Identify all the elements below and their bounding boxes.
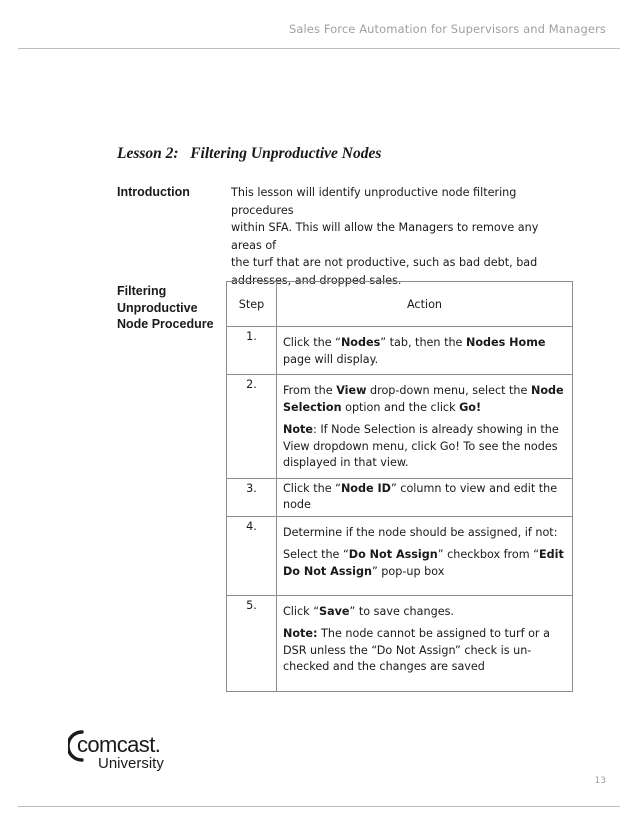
- action-emphasis: Note:: [283, 627, 318, 640]
- step-column-header: Step: [227, 282, 277, 327]
- action-paragraph: [283, 422, 564, 472]
- procedure-heading-line: Unproductive: [117, 300, 198, 315]
- action-emphasis: Node ID: [340, 481, 391, 495]
- table-row: [227, 327, 573, 375]
- step-action: [277, 478, 573, 516]
- comcast-university-logo: [68, 722, 198, 777]
- running-header: Sales Force Automation for Supervisors and Managers: [288, 22, 606, 36]
- step-action: [277, 516, 573, 595]
- action-paragraph: [283, 547, 564, 580]
- step-number: 4.: [227, 516, 277, 595]
- action-text: Select the “: [283, 548, 349, 561]
- action-column-header: Action: [277, 282, 573, 327]
- page-number: 13: [594, 776, 606, 786]
- logo-subtext: University: [98, 755, 164, 772]
- procedure-table: [226, 281, 573, 692]
- table-row: [227, 595, 573, 691]
- action-paragraph: [283, 604, 564, 621]
- action-text: Determine if the node should be assigned, if not:: [283, 525, 558, 539]
- action-text: Click the “: [283, 481, 341, 495]
- step-number: 2.: [227, 375, 277, 479]
- table-header-row: [227, 282, 573, 327]
- action-emphasis: Note: [283, 423, 313, 436]
- table-row: [227, 375, 573, 479]
- action-emphasis: Save: [319, 604, 350, 618]
- table-row: [227, 516, 573, 595]
- comcast-logo-mark: [68, 722, 198, 772]
- procedure-heading: [117, 283, 214, 333]
- action-text: ” to save changes.: [349, 604, 454, 618]
- step-action: [277, 375, 573, 479]
- action-emphasis: View: [336, 384, 367, 397]
- introduction-line: This lesson will identify unproductive node filtering procedures: [231, 186, 517, 217]
- step-number: 5.: [227, 595, 277, 691]
- procedure-table-body: [227, 327, 573, 692]
- action-text: From the: [283, 384, 337, 397]
- action-text: The node cannot be assigned to turf or a DSR unless the “Do Not Assign” check is un-checked and the changes are saved: [283, 627, 550, 673]
- action-text: Click the “: [283, 336, 341, 349]
- action-paragraph: [283, 335, 564, 368]
- action-text: Click “: [283, 604, 320, 618]
- action-paragraph: [283, 525, 564, 542]
- introduction-line: within SFA. This will allow the Managers to remove any areas of: [231, 221, 539, 252]
- step-action: [277, 327, 573, 375]
- introduction-text: [231, 184, 571, 289]
- step-number: 1.: [227, 327, 277, 375]
- action-text: option and the click: [341, 400, 460, 414]
- action-emphasis: Nodes Home: [465, 336, 546, 349]
- action-text: drop-down menu, select the: [366, 384, 531, 397]
- introduction-line: the turf that are not productive, such as bad debt, bad: [231, 256, 538, 269]
- action-text: : If Node Selection is already showing in the View dropdown menu, click Go! To see the nodes displayed in that view.: [283, 423, 559, 469]
- action-emphasis: Go!: [459, 400, 482, 414]
- footer-rule: [18, 806, 620, 807]
- lesson-title: Lesson 2: Filtering Unproductive Nodes: [117, 145, 382, 162]
- action-paragraph: [283, 383, 564, 416]
- action-text: ” column to view and edit the node: [283, 481, 558, 511]
- table-row: [227, 478, 573, 516]
- step-action: [277, 595, 573, 691]
- introduction-heading: Introduction: [117, 185, 190, 199]
- action-text: ” pop-up box: [371, 564, 445, 578]
- header-rule: [18, 48, 620, 49]
- introduction-line: addresses, and dropped sales.: [231, 273, 402, 287]
- logo-wordmark: comcast.: [77, 732, 161, 757]
- action-emphasis: Do Not Assign: [348, 548, 438, 561]
- action-emphasis: Node Selection: [283, 384, 564, 414]
- action-text: ” tab, then the: [380, 336, 466, 349]
- procedure-heading-line: Filtering: [117, 284, 167, 298]
- procedure-heading-line: Node Procedure: [117, 317, 214, 331]
- action-text: ” checkbox from “: [437, 548, 540, 561]
- action-emphasis: Edit Do Not Assign: [283, 548, 564, 578]
- action-paragraph: [283, 626, 564, 676]
- action-emphasis: Nodes: [340, 336, 381, 349]
- step-number: 3.: [227, 478, 277, 516]
- action-text: page will display.: [283, 352, 379, 366]
- action-paragraph: [283, 481, 564, 514]
